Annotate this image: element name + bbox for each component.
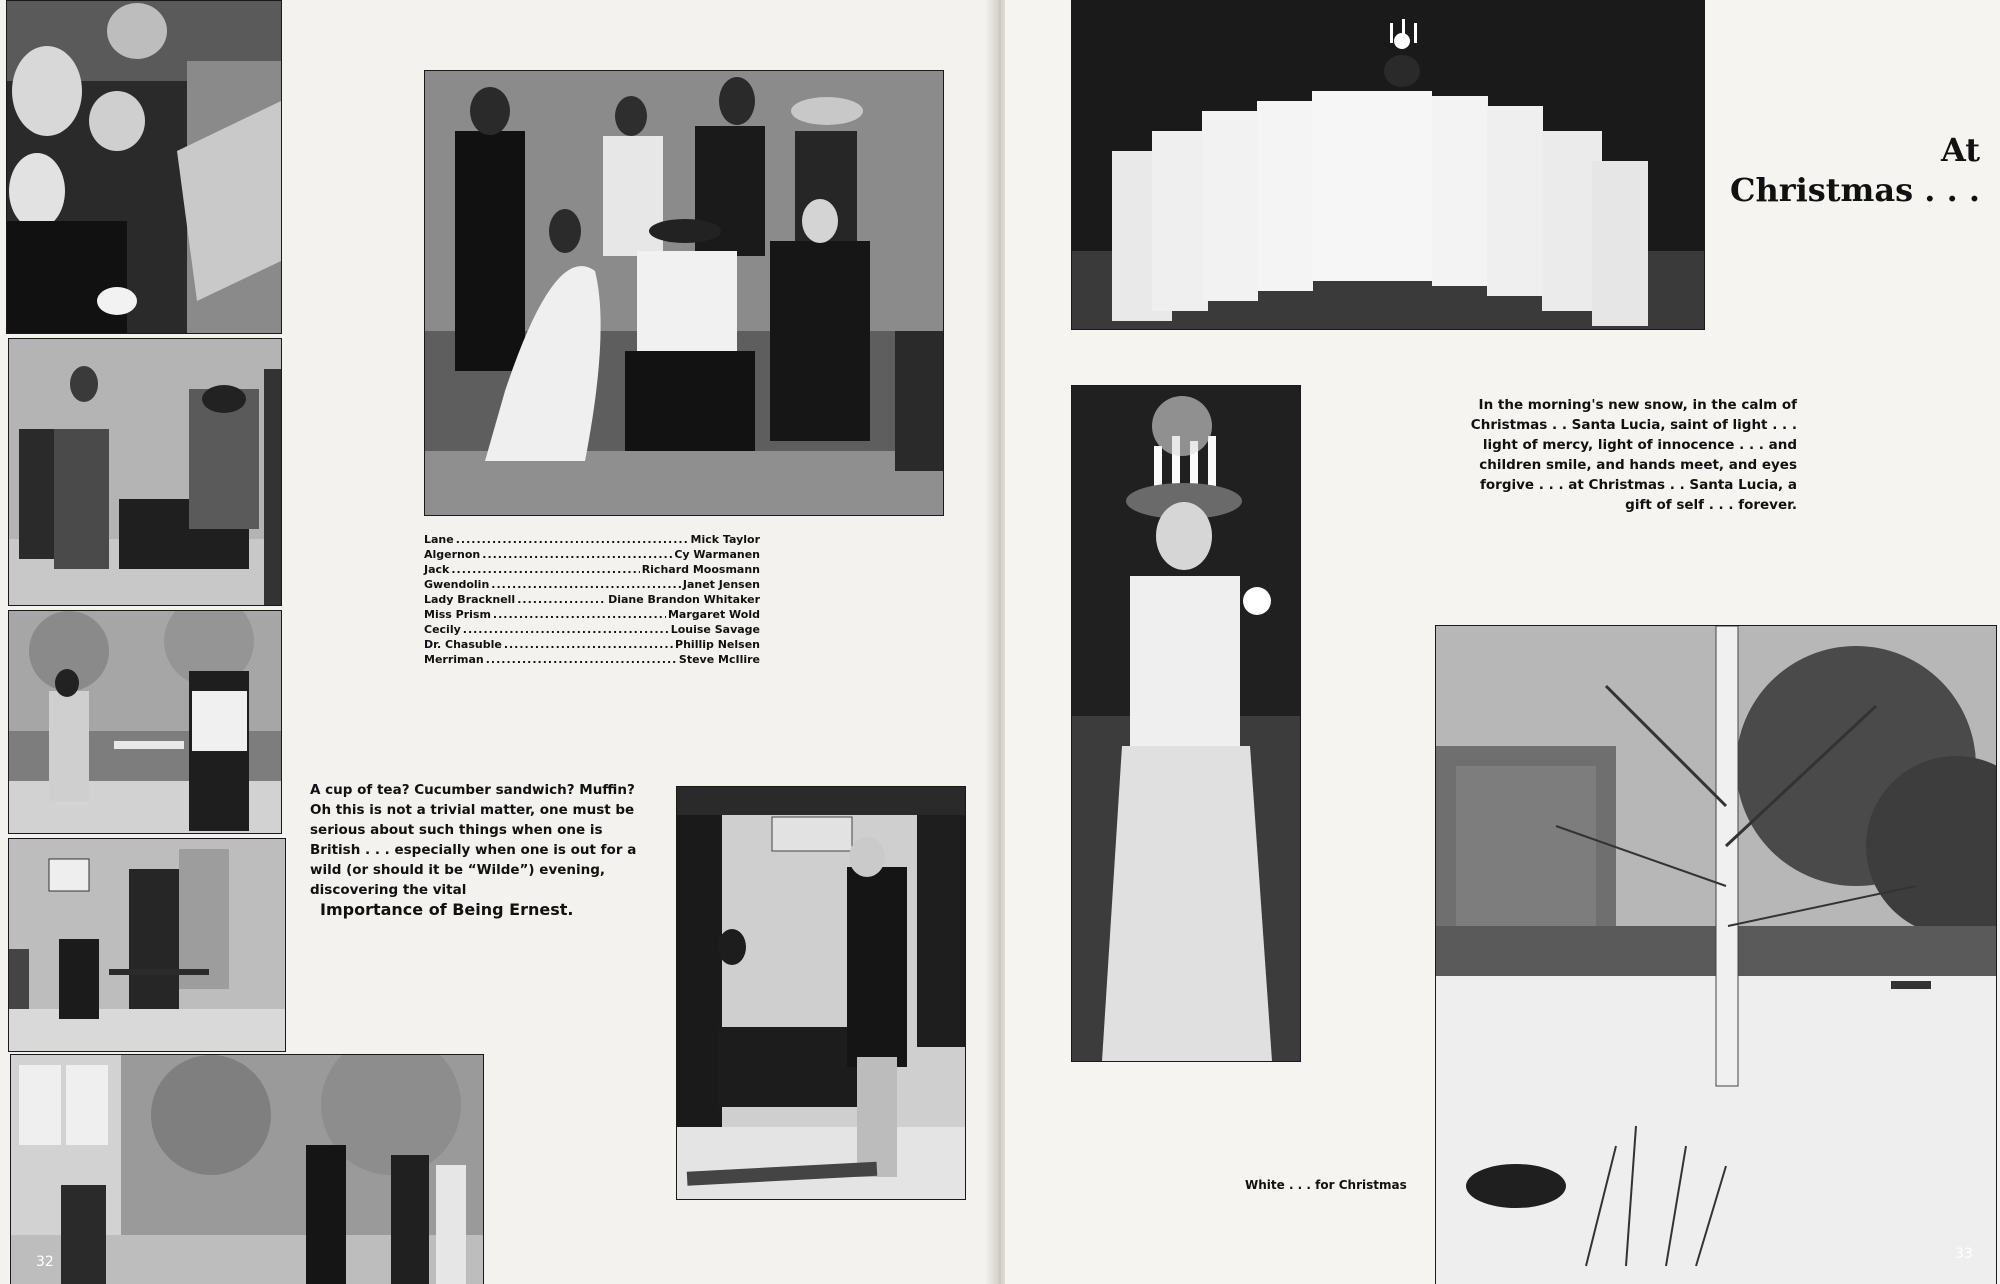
christmas-heading — [1690, 130, 1980, 210]
cast-row — [424, 532, 760, 547]
tea-caption — [310, 780, 646, 920]
heading-line-2: Christmas . . . — [1730, 171, 1980, 209]
drawing-room-photo — [8, 838, 286, 1052]
cast-role: Merriman — [424, 653, 484, 666]
cast-role: Gwendolin — [424, 578, 490, 591]
cast-list — [424, 532, 760, 667]
cast-row — [424, 592, 760, 607]
cast-role: Jack — [424, 563, 450, 576]
page-number-left: 32 — [36, 1254, 54, 1270]
page-number-right: 33 — [1955, 1246, 1973, 1262]
cast-row — [424, 652, 760, 667]
cast-row — [424, 622, 760, 637]
cast-actor: Phillip Nelsen — [675, 638, 760, 651]
cast-row — [424, 547, 760, 562]
cast-role: Lane — [424, 533, 454, 546]
right-page — [1005, 0, 2000, 1284]
cast-row — [424, 562, 760, 577]
heading-line-1: At — [1940, 131, 1980, 169]
cast-actor: Louise Savage — [670, 623, 760, 636]
cast-actor: Steve McIlire — [678, 653, 760, 666]
cast-row — [424, 607, 760, 622]
santa-lucia-caption: In the morning's new snow, in the calm of Christmas . . Santa Lucia, saint of light . . . light of mercy, light of innocence . . . and children smile, and hands meet, and eyes forgive . . . at Christmas . . Santa Lucia, a gift of self . . . forever. — [1470, 397, 1797, 513]
cast-actor: Mick Taylor — [690, 533, 760, 546]
tea-caption-body: A cup of tea? Cucumber sandwich? Muffin? Oh this is not a trivial matter, one must be serious about such things when one is British . . . especially when one is out for a wild (or should it be “Wilde”) evening, discovering the vital — [310, 782, 637, 898]
sofa-scene-photo — [676, 786, 966, 1200]
garden-tea-photo — [8, 610, 282, 834]
cast-role: Cecily — [424, 623, 461, 636]
white-christmas-caption: White . . . for Christmas — [1245, 1178, 1407, 1192]
cast-actor: Diane Brandon Whitaker — [608, 593, 760, 606]
winter-birch-photo — [1435, 625, 1997, 1284]
cast-role: Algernon — [424, 548, 481, 561]
cast-actor: Richard Moosmann — [641, 563, 760, 576]
parlor-scene-photo — [8, 338, 282, 606]
makeup-room-photo — [6, 0, 282, 334]
garden-stage-photo — [10, 1054, 484, 1284]
cast-row — [424, 637, 760, 652]
play-title: Importance of Being Ernest. — [320, 900, 574, 919]
cast-row — [424, 577, 760, 592]
lucia-choir-photo — [1071, 0, 1705, 330]
cast-role: Dr. Chasuble — [424, 638, 502, 651]
cast-photo — [424, 70, 944, 516]
santa-lucia-photo — [1071, 385, 1301, 1062]
cast-actor: Cy Warmanen — [674, 548, 760, 561]
cast-actor: Margaret Wold — [667, 608, 760, 621]
cast-role: Lady Bracknell — [424, 593, 516, 606]
cast-actor: Janet Jensen — [682, 578, 760, 591]
left-page — [0, 0, 995, 1284]
cast-role: Miss Prism — [424, 608, 491, 621]
